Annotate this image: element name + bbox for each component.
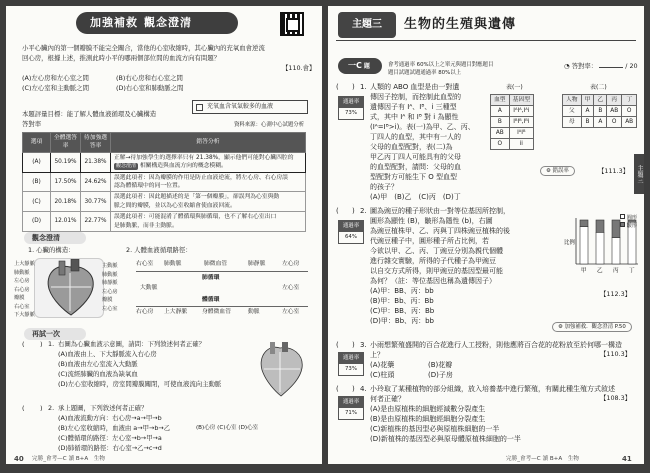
rq2-code: 【112.3】	[600, 290, 632, 298]
legend-swatch-wrinkled	[620, 222, 625, 227]
row-weak: 30.77%	[81, 192, 111, 212]
row-weak: 24.62%	[81, 172, 111, 192]
rq4-line: 何者正確？	[370, 395, 405, 403]
col-all: 全體選答率	[51, 133, 81, 153]
q1-opt: (D)左心室收縮時，房室間瓣膜關閉，可使血液流向主動脈	[58, 380, 222, 388]
q2-num: 2.	[48, 404, 55, 412]
right-footer	[328, 452, 644, 464]
option-d: (D)右心室和肺動脈之間	[116, 84, 184, 92]
rq1-text	[370, 82, 475, 202]
rq2-line: 以自交方式所得，則甲豌豆的基因型最可能	[370, 267, 503, 275]
heart-label: 瓣膜	[14, 295, 25, 301]
col-weak: 待加強選答率	[81, 133, 111, 153]
table1-title: 表(一)	[506, 84, 523, 91]
score-label: 答對率：	[571, 62, 598, 70]
row-analysis	[111, 192, 306, 212]
topic-tag: 主題三	[338, 12, 396, 38]
rq3-opt: (B)花瓣	[428, 361, 453, 369]
heart-label: 上大靜脈	[14, 261, 35, 267]
c-tag-label: 一C	[348, 61, 362, 70]
t1-cell: A	[491, 106, 510, 117]
table-row	[23, 172, 306, 192]
rq3-opt: (A)花藥	[370, 361, 395, 369]
flow-arrow	[136, 271, 308, 272]
rq1-line: (Iᴬ=Iᴮ>i)。表(一)為甲、乙、丙、	[370, 123, 475, 131]
rate-head: 通過率	[339, 397, 363, 408]
footer-text: 完勝_會考—C 讀 B+A 生物	[32, 456, 105, 462]
analysis-intro: 本題評量目標：能了解人體血液循環及心臟構造	[22, 110, 157, 118]
c-tag-suffix: 題	[363, 63, 370, 70]
concept-sub-2: 2. 人體血液循環路徑：	[126, 246, 192, 254]
heart-figure-small	[250, 342, 310, 398]
note-icon	[196, 104, 203, 111]
q2-opt: (B)左心室收縮時，血液由 a→甲→b→乙	[58, 424, 171, 432]
rq3-paren-close: )	[352, 341, 355, 349]
rq2-rate-box	[338, 220, 364, 244]
rq1-paren[interactable]: (	[336, 83, 339, 91]
heart-label: 左心房	[14, 278, 30, 284]
row-weak: 22.77%	[81, 212, 111, 232]
rq2-line: 進行雜交實驗，所得的子代種子為甲豌豆	[370, 257, 496, 265]
chart-tick-label: 丙	[613, 268, 619, 274]
row-text-2: 是肺動脈，而非主動脈。	[114, 222, 178, 229]
legend-label: 皺形	[626, 223, 638, 229]
t2-cell: AB	[622, 117, 637, 128]
t2-cell: B	[594, 106, 607, 117]
topic-divider	[336, 40, 636, 41]
bar-round	[596, 232, 604, 264]
t2-cell: O	[607, 117, 622, 128]
rq3-rate-box	[338, 352, 364, 376]
chart-tick-label: 丁	[629, 268, 635, 274]
flow-node: 右心房	[136, 309, 154, 315]
right-page	[328, 6, 644, 464]
table-row	[23, 152, 306, 172]
rq2-text	[370, 206, 510, 326]
rq4-code: 【108.3】	[600, 394, 632, 402]
c-note-1: 會考通過率 60%以上之單元與題目對應題目	[388, 62, 494, 68]
rq4-rate: 71%	[345, 410, 357, 416]
concept-tag: 觀念澄清	[116, 163, 137, 170]
row-text-2: 認為體循環中的同一位置。	[114, 182, 184, 189]
rq3-rate: 73%	[345, 366, 357, 372]
left-footer	[6, 452, 322, 464]
score-input[interactable]	[599, 67, 623, 68]
rq1-line: 人類的 ABO 血型是由一對遺	[370, 83, 460, 91]
rate-head: 通過率	[339, 221, 363, 232]
analysis-source: 資料來源：心測中心試題分析	[234, 122, 305, 128]
rq3-line: 上？	[370, 351, 384, 359]
t2-head: 丁	[622, 95, 637, 106]
t2-cell: A	[594, 117, 607, 128]
rq4-num: 4.	[360, 385, 367, 393]
analysis-tip: 答對率	[22, 120, 42, 128]
q1-paren-open[interactable]: (	[22, 340, 25, 348]
legend-swatch-round	[620, 214, 625, 219]
rq4-rate-box	[338, 396, 364, 420]
t1-cell: O	[491, 139, 510, 150]
col-option: 選項	[23, 133, 51, 153]
rq2-paren[interactable]: (	[336, 207, 339, 215]
t2-cell: A	[581, 106, 594, 117]
t2-head: 人物	[563, 95, 582, 106]
q2-side: (B)心房 (C)心室 (D)心室	[196, 425, 259, 431]
rq2-line: 今欲以甲、乙、丙、丁豌豆分別為親代個體	[370, 247, 503, 255]
t1-head: 血型	[491, 95, 510, 106]
row-text: 正解→待加強學生的選擇率只有 21.38%，顯示他們可能對心臟四腔的	[114, 154, 294, 161]
intro-line-2: 回心房，根據上述，推測此時小平的哪兩個部位間的血流方向有問題？	[22, 54, 221, 62]
row-opt: (C)	[23, 192, 51, 212]
tip-icon: ⚙	[546, 168, 551, 174]
heart-label: 下大靜脈	[14, 312, 35, 318]
flow-node: 右心室	[136, 261, 154, 267]
t2-head: 甲	[581, 95, 594, 106]
flow-node: 肺動脈	[164, 261, 182, 267]
flow-node: 身體微血管	[202, 309, 231, 315]
rq2-line: 圓形為顯性 (B)，皺形為隱性 (b)，右圖	[370, 217, 493, 225]
flow-node: 肺微血管	[204, 261, 228, 267]
t2-cell: O	[622, 106, 637, 117]
rq3-opt: (C)柱頭	[370, 371, 395, 379]
heart-figure-drawing	[250, 342, 310, 398]
rate-head: 通過率	[339, 353, 363, 364]
rq2-line: 代豌豆種子中，圓形種子所占比例，若	[370, 237, 489, 245]
rq1-line: 丁四人的血型，其中有一人的	[370, 133, 461, 141]
q1-num: 1.	[48, 340, 55, 348]
row-all: 12.01%	[51, 212, 81, 232]
heart-label: 右心房	[14, 286, 30, 293]
flow-node: 上大靜脈	[164, 309, 188, 315]
analysis-table	[22, 132, 306, 232]
rq2-line: 圖為豌豆的種子形狀由一對等位基因所控制，	[370, 207, 510, 215]
col-analysis: 錯答分析	[111, 133, 306, 153]
heart-label: 左心室	[102, 305, 118, 312]
rate-head: 通過率	[339, 97, 363, 108]
row-opt: (D)	[23, 212, 51, 232]
t2-cell: 父	[563, 106, 582, 117]
rq3-paren[interactable]: (	[336, 341, 339, 349]
table-row	[23, 212, 306, 232]
topic-title: 生物的生殖與遺傳	[404, 17, 517, 32]
side-tab[interactable]: 主題三	[634, 154, 644, 194]
q2-opt: (A)血液流動方向：右心房→a→甲→b	[58, 414, 162, 422]
t1-cell: IᴬIᴬ,Iᴬi	[509, 106, 533, 117]
option-a: (A)左心房和左心室之間	[22, 74, 89, 82]
t1-cell: AB	[491, 128, 510, 139]
legend-item	[620, 222, 637, 230]
heart-label: 主動脈	[102, 263, 118, 269]
intro-code: 【110.會】	[282, 64, 316, 72]
t1-cell: B	[491, 117, 510, 128]
rq4-line: 小玲取了某種植物的部分組織，放入培養基中進行繁殖，有關此種生殖方式敘述	[370, 385, 615, 393]
t2-cell: B	[581, 117, 594, 128]
rq4-opt: (B)是由原植株的細胞經細胞分裂產生	[370, 415, 486, 423]
t2-head: 丙	[607, 95, 622, 106]
parent-type-table	[562, 94, 637, 128]
flow-arrow	[136, 306, 308, 307]
rq3-num: 3.	[360, 341, 367, 349]
row-all: 50.19%	[51, 152, 81, 172]
rq1-line: 式，其中 Iᴬ 和 Iᴮ 對 i 為顯性	[370, 113, 459, 121]
t1-cell: ii	[509, 139, 533, 150]
highlight-text: 充氧血含氧氣較多的血液	[207, 103, 274, 110]
q2-paren-open[interactable]: (	[22, 404, 25, 412]
chart-tick-label: 乙	[597, 268, 603, 274]
heart-label: 肺靜脈	[102, 280, 118, 286]
q2-opt: (C)體循環的路徑：左心室→b→甲→a	[58, 434, 162, 442]
row-opt: (A)	[23, 152, 51, 172]
bar-wrinkled	[596, 220, 604, 232]
heart-label: 左心房	[102, 288, 118, 295]
chart-ylabel: 比例	[564, 240, 575, 246]
bar-wrinkled	[580, 220, 588, 227]
blood-type-table	[490, 94, 534, 150]
t2-cell: AB	[607, 106, 622, 117]
intro-line-1: 小平心臟內的第一個瓣膜不能完全關合，當他的心室收縮時，其心臟內的充氧血會逆流	[22, 44, 265, 52]
row-weak: 21.38%	[81, 152, 111, 172]
flow-label-pulmonary: 肺循環	[202, 275, 220, 281]
rq1-options: (A)甲 (B)乙 (C)丙 (D)丁	[370, 193, 461, 201]
circulation-diagram	[136, 258, 316, 324]
rq1-line: 的孩子？	[370, 183, 398, 191]
rq1-rate-box	[338, 96, 364, 120]
table2-title: 表(二)	[590, 84, 607, 91]
flow-node: 動脈	[248, 309, 260, 315]
q1-opt: (B)血液由左心室流入大動脈	[58, 360, 138, 368]
heart-label: 肺動脈	[14, 269, 30, 276]
row-opt: (B)	[23, 172, 51, 192]
bar-round	[612, 238, 620, 264]
row-text-2: 脈之間的瓣膜，並以為心室收縮會使血液回流。	[114, 202, 236, 209]
rq1-paren-close: )	[352, 83, 355, 91]
score-sep: /	[625, 62, 628, 70]
c-level-tag	[338, 58, 382, 74]
row-text-2: 相關構造與血流方向的概念模糊。	[139, 163, 227, 170]
rq4-opt: (A)是由原植株的細胞經減數分裂產生	[370, 405, 486, 413]
rq3-line: 小雨想繁殖盛開的百合花進行人工授粉，則他應將百合花的花粉放至於何哪一構造	[370, 341, 622, 349]
rq2-line: 為何？（註：等位基因也稱為遺傳因子）	[370, 277, 496, 285]
heart-label: 右心室	[14, 303, 30, 310]
q2-text: 承上題圖，下列敘述何者正確？	[58, 404, 148, 412]
legend-item	[620, 214, 637, 222]
q1-tip-button[interactable]	[540, 166, 575, 176]
heart-left-labels	[14, 260, 35, 320]
footer-text: 完勝_會考—C 讀 B+A 生物	[506, 456, 579, 462]
rq2-opt: (C)甲：BB、丙：Bb	[370, 307, 435, 315]
t2-head: 乙	[594, 95, 607, 106]
rq1-code: 【111.3】	[598, 167, 630, 175]
q1-opt: (A)血液由上、下大靜脈流入右心房	[58, 350, 157, 358]
score-total: 20	[629, 62, 638, 70]
t1-head: 基因型	[509, 95, 533, 106]
rq3-text	[370, 340, 622, 360]
row-all: 17.50%	[51, 172, 81, 192]
rq1-rate: 73%	[345, 110, 357, 116]
flow-node: 大動脈	[140, 285, 158, 291]
flow-node: 左心房	[282, 261, 300, 267]
flow-node: 左心室	[282, 309, 300, 315]
t2-cell: 母	[563, 117, 582, 128]
heart-label: 肺動脈	[102, 271, 118, 278]
q1-opt: (C)流經肺臟的血液為缺氧血	[58, 370, 138, 378]
row-text: 誤選此項者：因此題描述的是「第一個瓣膜」，卻誤判為心室與動	[114, 194, 280, 201]
heart-drawing	[35, 259, 105, 319]
rq1-line: 的血型配對，請問：父母的血	[370, 163, 461, 171]
rq2-rate: 64%	[345, 234, 357, 240]
page-number: 40	[14, 455, 24, 463]
rq4-text	[370, 384, 615, 444]
option-b: (B)右心房和右心室之間	[116, 74, 183, 82]
flow-node: 左心室	[282, 285, 300, 291]
rq1-line: 型配對方可能生下 O 型血型	[370, 173, 457, 181]
q2-opt: (D)肺循環的路徑：右心室→乙→c→d	[58, 444, 162, 452]
rq4-opt: (D)新植株的基因型必與原母體原植株細胞的一半	[370, 435, 521, 443]
concept-sub-1: 1. 心臟的構造：	[28, 246, 75, 254]
row-text: 誤選此項者：因為瓣膜的作用是防止血液逆流，將左心房、右心房誤	[114, 174, 288, 181]
heart-right-labels	[102, 262, 118, 313]
tip-icon: ⚙	[558, 324, 563, 330]
rq1-line: 父母的血型配對，表(二)為	[370, 143, 453, 151]
heart-label: 瓣膜	[102, 297, 113, 303]
t1-cell: IᴬIᴮ	[509, 128, 533, 139]
flow-label-systemic: 體循環	[202, 297, 220, 303]
rq2-opt: (A)甲：BB、丙：bb	[370, 287, 434, 295]
q1-paren-close: )	[40, 340, 43, 348]
rq4-paren-close: )	[352, 385, 355, 393]
page-number: 41	[622, 455, 632, 463]
bar-wrinkled	[612, 220, 620, 238]
rq2-line: 為豌豆植株甲、乙、丙與丁四株豌豆植株的後	[370, 227, 510, 235]
rq1-line: 遺傳因子有 Iᴬ、Iᴮ、i 三種型	[370, 103, 457, 111]
rq1-num: 1.	[360, 83, 367, 91]
highlight-box	[192, 100, 308, 114]
row-analysis	[111, 212, 306, 232]
concept-section-header: 觀念澄清	[24, 232, 86, 244]
banner-part1: 加強補救	[90, 16, 138, 29]
retry-section-header: 再試一次	[24, 328, 86, 340]
rq1-line: 甲乙丙丁四人可能具有的父母	[370, 153, 461, 161]
heart-diagram	[34, 258, 104, 318]
tip-label: 錯誤率	[552, 168, 569, 174]
left-page	[6, 6, 322, 464]
table-row	[23, 192, 306, 212]
rq2-paren-close: )	[352, 207, 355, 215]
rq1-line: 傳因子控制，而控制此血型的	[370, 93, 461, 101]
banner-part2: 觀念澄清	[144, 16, 192, 29]
row-all: 20.18%	[51, 192, 81, 212]
t1-cell: IᴮIᴮ,Iᴮi	[509, 117, 533, 128]
q2-paren-close: )	[40, 404, 43, 412]
rq3-code: 【110.3】	[600, 350, 632, 358]
rq2-opt: (B)甲：Bb、丙：Bb	[370, 297, 434, 305]
row-text: 誤選此項者：可能混淆了體循環與肺循環，也不了解右心室出口	[114, 214, 277, 221]
chart-tick-label: 甲	[581, 268, 587, 274]
rq2-num: 2.	[360, 207, 367, 215]
bar-round	[580, 227, 588, 264]
tip-label: 加強補救．觀念澄清 P.50	[564, 324, 626, 330]
chart-legend	[620, 214, 637, 230]
q2-tip-button[interactable]	[552, 322, 632, 332]
rq4-opt: (C)新植株的基因型必與原植株細胞的一半	[370, 425, 500, 433]
rq4-paren[interactable]: (	[336, 385, 339, 393]
remedial-banner	[76, 12, 238, 34]
flow-node: 肺靜脈	[248, 261, 266, 267]
option-c: (C)左心室和主動脈之間	[22, 84, 89, 92]
qr-code-icon[interactable]	[280, 12, 304, 36]
rq3-opt: (D)子房	[428, 371, 453, 379]
rq2-opt: (D)甲：Bb、丙：bb	[370, 317, 434, 325]
row-analysis	[111, 152, 306, 172]
row-analysis	[111, 172, 306, 192]
legend-label: 圓形	[626, 215, 638, 221]
score-icon: ◔	[564, 62, 570, 70]
score-box	[564, 62, 638, 71]
q1-text: 右圖為心臟血液示意圖，請問：下列敘述何者正確？	[58, 340, 205, 348]
c-note-2: 題目試題試題通過率 80%以上	[388, 70, 461, 76]
